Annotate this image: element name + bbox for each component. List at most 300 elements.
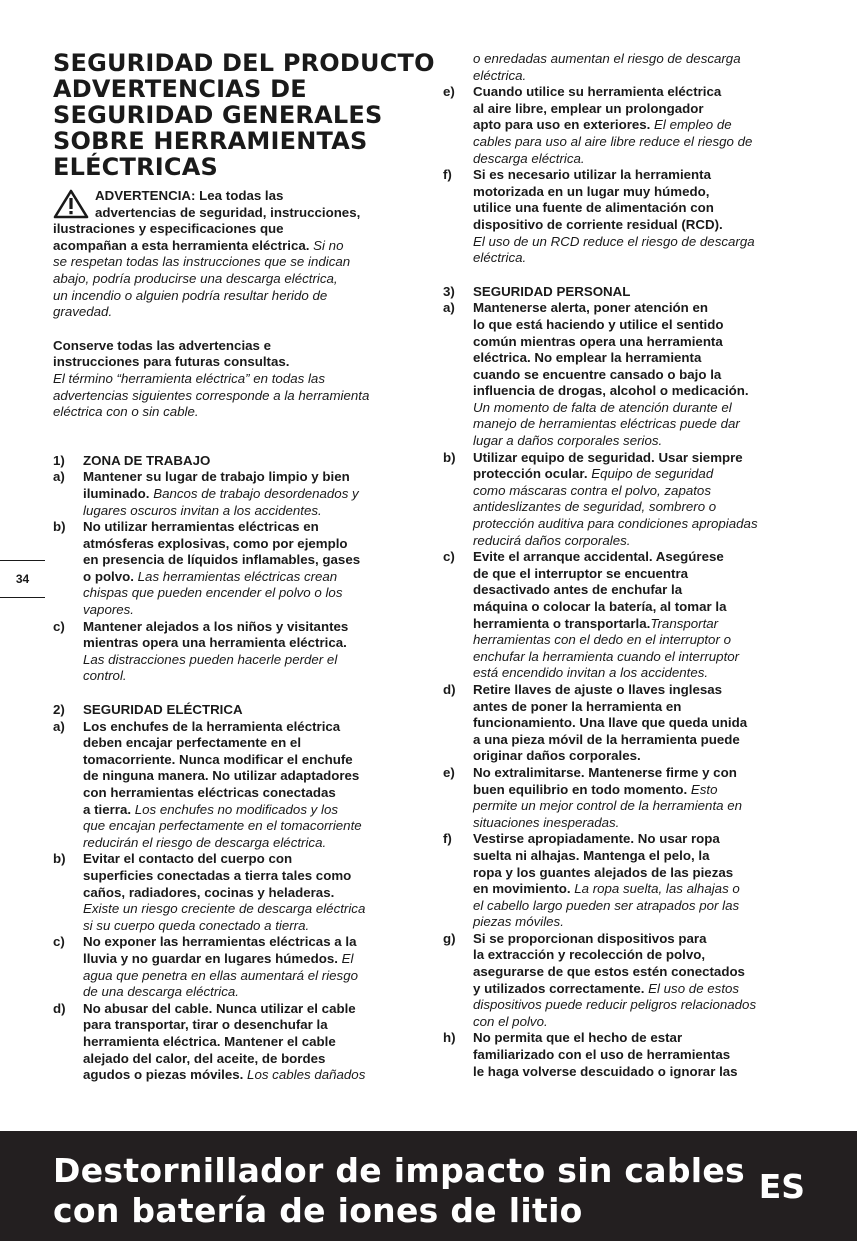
text-line bbox=[473, 334, 805, 351]
text-line bbox=[473, 765, 805, 782]
text-line bbox=[83, 885, 418, 902]
text-line bbox=[473, 1064, 805, 1081]
bold-text: lo que está haciendo y utilice el sentido bbox=[473, 316, 724, 332]
text-line bbox=[473, 632, 805, 649]
list-item bbox=[443, 450, 805, 550]
text-line bbox=[473, 51, 805, 68]
bold-text: familiarizado con el uso de herramientas bbox=[473, 1047, 731, 1063]
item-text bbox=[473, 765, 805, 831]
text-line bbox=[473, 848, 805, 865]
text-line bbox=[473, 167, 805, 184]
bold-text: protección ocular. bbox=[473, 466, 588, 482]
bold-text: influencia de drogas, alcohol o medicación. bbox=[473, 383, 749, 399]
text-line bbox=[83, 1067, 418, 1084]
text-line bbox=[473, 134, 805, 151]
text-line bbox=[83, 984, 418, 1001]
italic-text: Transportar bbox=[650, 615, 719, 631]
italic-text: antideslizantes de seguridad, sombrero o bbox=[473, 499, 717, 515]
bold-text: y utilizados correctamente. bbox=[473, 980, 645, 996]
italic-text: Si no bbox=[309, 237, 344, 253]
text-line bbox=[83, 552, 418, 569]
text-line bbox=[473, 317, 805, 334]
text-line bbox=[473, 117, 805, 134]
item-text bbox=[473, 1030, 805, 1080]
section-number: 3) bbox=[443, 283, 455, 299]
text-line bbox=[473, 582, 805, 599]
bold-text: Vestirse apropiadamente. No usar ropa bbox=[473, 831, 720, 847]
italic-text: como máscaras contra el polvo, zapatos bbox=[473, 482, 711, 498]
bold-text: instrucciones para futuras consultas. bbox=[53, 354, 290, 370]
bold-text: Utilizar equipo de seguridad. Usar siempre bbox=[473, 449, 743, 465]
bold-text: máquina o colocar la batería, al tomar la bbox=[473, 599, 727, 614]
text-line bbox=[473, 184, 805, 201]
item-letter: a) bbox=[443, 300, 455, 316]
title-line: SEGURIDAD DEL PRODUCTO bbox=[53, 49, 435, 77]
bold-text: originar daños corporales. bbox=[473, 748, 641, 764]
section-number: 1) bbox=[53, 452, 65, 468]
item-letter: a) bbox=[53, 718, 65, 734]
text-line bbox=[473, 947, 805, 964]
list-item bbox=[53, 619, 418, 685]
text-line bbox=[473, 84, 805, 101]
bold-text: con herramientas eléctricas conectadas bbox=[83, 785, 336, 800]
text-line bbox=[83, 503, 418, 520]
bold-text: No exponer las herramientas eléctricas a la bbox=[83, 934, 357, 950]
item-text bbox=[473, 300, 805, 449]
text-line bbox=[473, 715, 805, 732]
text-line bbox=[83, 619, 418, 636]
title-line: SOBRE HERRAMIENTAS bbox=[53, 127, 368, 155]
italic-text: El empleo de bbox=[650, 117, 732, 133]
text-line bbox=[53, 221, 418, 238]
bold-text: funcionamiento. Una llave que queda unida bbox=[473, 715, 748, 731]
text-line bbox=[83, 635, 418, 652]
product-title-line: con batería de iones de litio bbox=[53, 1191, 583, 1230]
section-items bbox=[53, 469, 418, 685]
italic-text: Las herramientas eléctricas crean bbox=[133, 568, 338, 584]
text-line bbox=[473, 367, 805, 384]
text-line bbox=[53, 338, 418, 355]
text-line bbox=[473, 68, 805, 85]
italic-text: un incendio o alguien podría resultar herido de bbox=[53, 287, 328, 303]
text-line bbox=[473, 881, 805, 898]
item-letter: d) bbox=[443, 681, 456, 697]
text-line bbox=[83, 1001, 418, 1018]
item-letter: f) bbox=[443, 831, 452, 847]
text-line bbox=[83, 752, 418, 769]
footer-banner bbox=[0, 1131, 857, 1241]
italic-text: está encendido invitan a los accidentes. bbox=[473, 665, 709, 681]
text-line bbox=[83, 818, 418, 835]
bold-text: atmósferas explosivas, como por ejemplo bbox=[83, 535, 348, 551]
italic-text: eléctrica con o sin cable. bbox=[53, 404, 199, 420]
bold-text: mientras opera una herramienta eléctrica. bbox=[83, 635, 347, 651]
bold-text: de ninguna manera. No utilizar adaptadores bbox=[83, 768, 360, 784]
text-line bbox=[83, 918, 418, 935]
bold-text: No utilizar herramientas eléctricas en bbox=[83, 519, 319, 535]
bold-text: motorizada en un lugar muy húmedo, bbox=[473, 183, 710, 199]
text-line bbox=[473, 898, 805, 915]
text-line bbox=[473, 914, 805, 931]
title-line: SEGURIDAD GENERALES bbox=[53, 101, 383, 129]
italic-text: vapores. bbox=[83, 602, 134, 618]
text-line bbox=[83, 851, 418, 868]
section-2 bbox=[53, 702, 418, 1084]
list-item bbox=[53, 719, 418, 852]
bold-text: apto para uso en exteriores. bbox=[473, 117, 651, 133]
continued-text bbox=[473, 51, 805, 84]
list-item bbox=[53, 934, 418, 1000]
bold-text: caños, radiadores, cocinas y heladeras. bbox=[83, 884, 335, 900]
item-text bbox=[83, 619, 418, 685]
italic-text: Equipo de seguridad bbox=[587, 466, 714, 482]
bold-text: desactivado antes de enchufar la bbox=[473, 582, 683, 598]
text-line bbox=[473, 815, 805, 832]
bold-text: ropa y los guantes alejados de las piezas bbox=[473, 864, 734, 880]
item-text bbox=[83, 469, 418, 519]
bold-text: ADVERTENCIA: Lea todas las bbox=[95, 188, 284, 203]
text-line bbox=[83, 469, 418, 486]
italic-text: chispas que pueden encender el polvo o los bbox=[83, 585, 343, 601]
conserve-block bbox=[53, 338, 418, 421]
bold-text: herramienta eléctrica. Mantener el cable bbox=[83, 1033, 336, 1049]
italic-text: El bbox=[337, 950, 354, 966]
text-line bbox=[83, 486, 418, 503]
bold-text: la extracción y recolección de polvo, bbox=[473, 947, 706, 963]
text-line bbox=[83, 719, 418, 736]
product-title-line: Destornillador de impacto sin cables bbox=[53, 1151, 745, 1190]
text-line bbox=[473, 516, 805, 533]
text-line bbox=[83, 1051, 418, 1068]
italic-text: agua que penetra en ellas aumentará el riesgo bbox=[83, 967, 358, 983]
italic-text: reducirá daños corporales. bbox=[473, 532, 631, 548]
text-line bbox=[473, 466, 805, 483]
text-line bbox=[473, 300, 805, 317]
text-line bbox=[473, 566, 805, 583]
text-line bbox=[473, 350, 805, 367]
bold-text: al aire libre, emplear un prolongador bbox=[473, 100, 704, 116]
text-line bbox=[53, 205, 418, 222]
list-item bbox=[53, 851, 418, 934]
item-text bbox=[83, 851, 418, 934]
item-letter: b) bbox=[53, 519, 66, 535]
list-item bbox=[53, 469, 418, 519]
title-line: ADVERTENCIAS DE bbox=[53, 75, 307, 103]
italic-text: protección auditiva para condiciones apropiadas bbox=[473, 516, 758, 532]
text-line bbox=[473, 699, 805, 716]
text-line bbox=[473, 997, 805, 1014]
product-title bbox=[53, 1151, 745, 1231]
warning-text bbox=[53, 188, 418, 321]
italic-text: situaciones inesperadas. bbox=[473, 814, 620, 830]
item-letter: d) bbox=[53, 1000, 66, 1016]
text-line bbox=[473, 748, 805, 765]
item-text bbox=[473, 549, 805, 682]
bold-text: acompañan a esta herramienta eléctrica. bbox=[53, 237, 310, 253]
italic-text: gravedad. bbox=[53, 304, 113, 320]
bold-text: tomacorriente. Nunca modificar el enchufe bbox=[83, 751, 353, 767]
text-line bbox=[473, 831, 805, 848]
list-item bbox=[53, 1001, 418, 1084]
italic-text: enchufar la herramienta cuando el interruptor bbox=[473, 648, 740, 664]
item-letter: e) bbox=[443, 764, 455, 780]
section-title: ZONA DE TRABAJO bbox=[83, 452, 211, 468]
list-item bbox=[443, 300, 805, 449]
bold-text: asegurarse de que estos estén conectados bbox=[473, 964, 745, 980]
right-column bbox=[443, 51, 805, 1080]
text-line bbox=[53, 388, 418, 405]
item-letter: e) bbox=[443, 84, 455, 100]
text-line bbox=[83, 735, 418, 752]
bold-text: Evitar el contacto del cuerpo con bbox=[83, 851, 293, 867]
text-line bbox=[83, 1034, 418, 1051]
text-line bbox=[83, 768, 418, 785]
item-letter: a) bbox=[53, 469, 65, 485]
bold-text: Mantener alejados a los niños y visitantes bbox=[83, 618, 349, 634]
text-line bbox=[473, 250, 805, 267]
bold-text: alejado del calor, del aceite, de bordes bbox=[83, 1050, 326, 1066]
bold-text: de que el interruptor se encuentra bbox=[473, 565, 689, 581]
language-code: ES bbox=[758, 1167, 805, 1206]
list-item bbox=[443, 167, 805, 267]
italic-text: El uso de un RCD reduce el riesgo de descarga bbox=[473, 233, 755, 249]
bold-text: Mantener su lugar de trabajo limpio y bien bbox=[83, 469, 350, 485]
section-title: SEGURIDAD ELÉCTRICA bbox=[83, 702, 243, 718]
item-letter: c) bbox=[53, 618, 65, 634]
bold-text: herramienta o transportarla. bbox=[473, 615, 651, 631]
item-text bbox=[83, 934, 418, 1000]
item-text bbox=[83, 519, 418, 619]
text-line bbox=[473, 433, 805, 450]
item-letter: f) bbox=[443, 167, 452, 183]
bold-text: Mantenerse alerta, poner atención en bbox=[473, 300, 708, 316]
text-line bbox=[473, 1047, 805, 1064]
list-item bbox=[53, 519, 418, 619]
warning-block bbox=[53, 188, 418, 321]
text-line bbox=[473, 499, 805, 516]
italic-text: o enredadas aumentan el riesgo de descarga bbox=[473, 51, 741, 66]
section-items bbox=[443, 300, 805, 1080]
bold-text: Retire llaves de ajuste o llaves inglesas bbox=[473, 681, 723, 697]
list-item bbox=[443, 682, 805, 765]
bold-text: Cuando utilice su herramienta eléctrica bbox=[473, 84, 722, 100]
bold-text: lluvia y no guardar en lugares húmedos. bbox=[83, 950, 338, 966]
italic-text: reducirán el riesgo de descarga eléctrica. bbox=[83, 834, 327, 850]
bold-text: común mientras opera una herramienta bbox=[473, 333, 723, 349]
item-letter: c) bbox=[443, 549, 455, 565]
text-line bbox=[473, 533, 805, 550]
bold-text: Los enchufes de la herramienta eléctrica bbox=[83, 718, 341, 734]
bold-text: No abusar del cable. Nunca utilizar el cable bbox=[83, 1000, 356, 1016]
text-line bbox=[83, 585, 418, 602]
italic-text: permite un mejor control de la herramienta en bbox=[473, 798, 743, 814]
italic-text: piezas móviles. bbox=[473, 914, 564, 930]
italic-text: lugares oscuros invitan a los accidentes. bbox=[83, 502, 322, 518]
bold-text: utilice una fuente de alimentación con bbox=[473, 200, 714, 216]
bold-text: cuando se encuentre cansado o bajo la bbox=[473, 366, 722, 382]
text-line bbox=[473, 931, 805, 948]
text-line bbox=[473, 450, 805, 467]
section-heading bbox=[443, 284, 805, 301]
text-line bbox=[473, 782, 805, 799]
item-text bbox=[473, 931, 805, 1031]
title-line: ELÉCTRICAS bbox=[53, 153, 218, 181]
text-line bbox=[473, 416, 805, 433]
text-line bbox=[83, 802, 418, 819]
text-line bbox=[83, 785, 418, 802]
italic-text: El término “herramienta eléctrica” en todas las bbox=[53, 370, 325, 386]
text-line bbox=[473, 798, 805, 815]
bold-text: ilustraciones y especificaciones que bbox=[53, 221, 284, 237]
section-title: SEGURIDAD PERSONAL bbox=[473, 283, 631, 299]
text-line bbox=[473, 483, 805, 500]
text-line bbox=[53, 238, 418, 255]
item-text bbox=[473, 84, 805, 167]
conserve-text bbox=[53, 338, 418, 421]
bold-text: agudos o piezas móviles. bbox=[83, 1067, 244, 1083]
italic-text: Bancos de trabajo desordenados y bbox=[149, 485, 359, 501]
text-line bbox=[473, 649, 805, 666]
section-items bbox=[53, 719, 418, 1084]
text-line bbox=[83, 519, 418, 536]
text-line bbox=[53, 188, 418, 205]
item-text bbox=[83, 1001, 418, 1084]
text-line bbox=[53, 371, 418, 388]
item-letter: h) bbox=[443, 1030, 456, 1046]
text-line bbox=[473, 400, 805, 417]
text-line bbox=[53, 254, 418, 271]
bold-text: en presencia de líquidos inflamables, gases bbox=[83, 552, 361, 568]
italic-text: El uso de estos bbox=[644, 980, 740, 996]
text-line bbox=[473, 616, 805, 633]
bold-text: Evite el arranque accidental. Asegúrese bbox=[473, 549, 724, 565]
bold-text: a una pieza móvil de la herramienta puede bbox=[473, 731, 740, 747]
page-number: 34 bbox=[0, 560, 45, 598]
section-heading bbox=[53, 453, 418, 470]
bold-text: en movimiento. bbox=[473, 881, 571, 897]
italic-text: el cabello largo pueden ser atrapados por las bbox=[473, 897, 740, 913]
bold-text: antes de poner la herramienta en bbox=[473, 698, 682, 714]
bold-text: dispositivo de corriente residual (RCD). bbox=[473, 216, 723, 232]
text-line bbox=[53, 354, 418, 371]
text-line bbox=[83, 1017, 418, 1034]
italic-text: eléctrica. bbox=[473, 250, 527, 266]
italic-text: manejo de herramientas eléctricas puede dar bbox=[473, 416, 740, 432]
text-line bbox=[473, 217, 805, 234]
italic-text: Existe un riesgo creciente de descarga eléctrica bbox=[83, 901, 366, 917]
list-item bbox=[443, 931, 805, 1031]
item-letter: c) bbox=[53, 934, 65, 950]
text-line bbox=[53, 288, 418, 305]
item-text bbox=[473, 831, 805, 931]
bold-text: buen equilibrio en todo momento. bbox=[473, 781, 688, 797]
text-line bbox=[83, 868, 418, 885]
item-letter: b) bbox=[443, 449, 456, 465]
italic-text: Los enchufes no modificados y los bbox=[131, 801, 339, 817]
text-line bbox=[83, 569, 418, 586]
text-line bbox=[473, 200, 805, 217]
italic-text: de una descarga eléctrica. bbox=[83, 984, 239, 1000]
text-line bbox=[83, 652, 418, 669]
text-line bbox=[473, 101, 805, 118]
bold-text: No permita que el hecho de estar bbox=[473, 1030, 683, 1046]
warning-triangle-icon bbox=[53, 189, 89, 219]
item-letter: b) bbox=[53, 851, 66, 867]
list-item bbox=[443, 831, 805, 931]
item-text bbox=[473, 450, 805, 550]
item-text bbox=[473, 682, 805, 765]
bold-text: le haga volverse descuidado o ignorar las bbox=[473, 1063, 738, 1079]
text-line bbox=[473, 1014, 805, 1031]
italic-text: se respetan todas las instrucciones que se indican bbox=[53, 254, 351, 270]
italic-text: lugar a daños corporales serios. bbox=[473, 433, 663, 449]
italic-text: abajo, podría producirse una descarga eléctrica, bbox=[53, 270, 338, 286]
italic-text: La ropa suelta, las alhajas o bbox=[570, 881, 740, 897]
italic-text: que encajan perfectamente en el tomacorriente bbox=[83, 818, 362, 834]
italic-text: descarga eléctrica. bbox=[473, 150, 585, 166]
text-line bbox=[473, 383, 805, 400]
list-item bbox=[443, 1030, 805, 1080]
italic-text: dispositivos puede reducir peligros relacionados bbox=[473, 997, 757, 1013]
left-column bbox=[53, 49, 435, 1084]
item-letter: g) bbox=[443, 930, 456, 946]
italic-text: con el polvo. bbox=[473, 1013, 548, 1029]
text-line bbox=[83, 951, 418, 968]
italic-text: advertencias siguientes corresponde a la herramienta bbox=[53, 387, 370, 403]
text-line bbox=[83, 835, 418, 852]
text-line bbox=[83, 968, 418, 985]
text-line bbox=[53, 304, 418, 321]
text-line bbox=[473, 682, 805, 699]
bold-text: Conserve todas las advertencias e bbox=[53, 337, 272, 353]
italic-text: si su cuerpo queda conectado a tierra. bbox=[83, 917, 310, 933]
italic-text: Los cables dañados bbox=[243, 1067, 366, 1083]
italic-text: cables para uso al aire libre reduce el riesgo de bbox=[473, 133, 753, 149]
text-line bbox=[473, 665, 805, 682]
section-heading bbox=[53, 702, 418, 719]
text-line bbox=[473, 234, 805, 251]
section-number: 2) bbox=[53, 702, 65, 718]
bold-text: o polvo. bbox=[83, 568, 134, 584]
bold-text: suelta ni alhajas. Mantenga el pelo, la bbox=[473, 847, 710, 863]
text-line bbox=[473, 1030, 805, 1047]
section-1 bbox=[53, 453, 418, 685]
bold-text: para transportar, tirar o desenchufar la bbox=[83, 1017, 328, 1033]
italic-text: Esto bbox=[687, 781, 718, 797]
text-line bbox=[473, 964, 805, 981]
text-line bbox=[473, 732, 805, 749]
text-line bbox=[473, 981, 805, 998]
bold-text: eléctrica. No emplear la herramienta bbox=[473, 350, 702, 366]
text-line bbox=[83, 536, 418, 553]
bold-text: a tierra. bbox=[83, 801, 132, 817]
text-line bbox=[473, 865, 805, 882]
italic-text: Un momento de falta de atención durante el bbox=[473, 399, 732, 415]
bold-text: superficies conectadas a tierra tales como bbox=[83, 867, 352, 883]
list-item bbox=[443, 549, 805, 682]
text-line bbox=[83, 934, 418, 951]
list-item bbox=[443, 84, 805, 167]
continued-item bbox=[443, 51, 805, 84]
italic-text: eléctrica. bbox=[473, 67, 527, 83]
bold-text: Si se proporcionan dispositivos para bbox=[473, 930, 707, 946]
italic-text: Las distracciones pueden hacerle perder el bbox=[83, 651, 338, 667]
bold-text: Si es necesario utilizar la herramienta bbox=[473, 167, 711, 183]
item-text bbox=[473, 167, 805, 267]
text-line bbox=[53, 404, 418, 421]
bold-text: advertencias de seguridad, instrucciones, bbox=[95, 204, 361, 220]
text-line bbox=[473, 599, 805, 616]
